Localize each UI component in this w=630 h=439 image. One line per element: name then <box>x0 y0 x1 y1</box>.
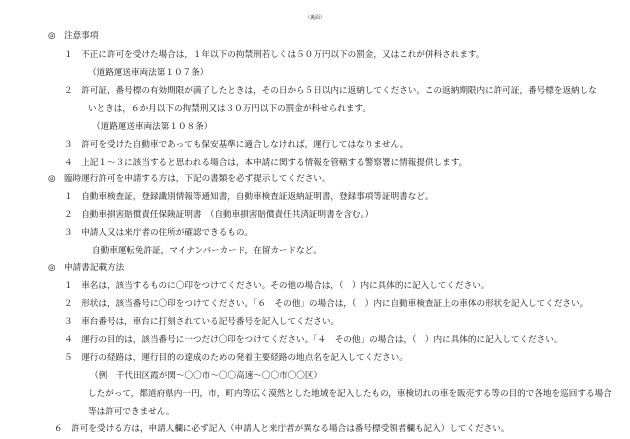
note-2-line-2: いときは，６か月以下の拘禁刑又は３０万円以下の罰金が科せられます。 <box>88 104 371 114</box>
note-1-law-reference: （道路運送車両法第１０７条） <box>88 68 209 78</box>
section-notes-heading: ◎ 注意事項 <box>48 31 99 41</box>
section-documents-heading: ◎ 臨時運行許可を申請する方は，下記の書類を必ず提示してください。 <box>48 174 331 184</box>
instruction-5-line-2: したがって，都道府県内一円，市，町内等広く漠然とした地域を記入したもの，車検切れの車を販売する等の目的で各地を巡回する場合 <box>88 389 612 399</box>
instruction-5-example: （例 千代田区霞が関～〇〇市～〇〇高速～〇〇市〇〇区） <box>90 371 323 381</box>
instruction-5-line-3: 等は許可できません。 <box>88 407 175 417</box>
note-1-line-1: １ 不正に許可を受けた場合は，１年以下の拘禁刑若しくは５０万円以下の罰金，又はこれが併科されます。 <box>64 50 485 60</box>
note-2-law-reference: （道路運送車両法第１０８条） <box>92 122 213 132</box>
note-3: ３ 許可を受けた自動車であっても保安基準に適合しなければ，運行してはなりません。 <box>64 140 409 150</box>
instruction-3: ３ 車台番号は，車台に打刻されている記号番号を記入してください。 <box>64 317 340 327</box>
instruction-2: ２ 形状は，該当番号に〇印をつけてください。「６ その他」の場合は，（ ）内に自動車検査証上の車体の形状を記入してください。 <box>64 299 589 309</box>
instruction-6: ６ 許可を受ける方は，申請人欄に必ず記入（申請人と来庁者が異なる場合は番号標受領者欄も記入）してください。 <box>54 424 510 434</box>
document-2: ２ 自動車損害賠償責任保険証明書 （自動車損害賠償責任共済証明書を含む。） <box>64 210 374 220</box>
instruction-1: １ 車名は，該当するものに〇印をつけてください。その他の場合は，（ ）内に具体的に記入してください。 <box>64 281 490 291</box>
note-4: ４ 上記１～３に該当すると思われる場合は，本申請に関する情報を管轄する警察署に情報提供します。 <box>64 158 468 168</box>
document-3-examples: 自動車運転免許証，マイナンバーカード，在留カードなど。 <box>92 246 322 256</box>
document-3: ３ 申請人又は来庁者の住所が確認できるもの。 <box>64 228 253 238</box>
instruction-5-line-1: ５ 運行の経路は，運行目的の達成のための発着主要経路の地点名を記入してください。 <box>64 353 408 363</box>
section-instructions-heading: ◎ 申請書記載方法 <box>48 263 125 273</box>
document-1: １ 自動車検査証，登録識別情報等通知書，自動車検査証返納証明書，登録事項等証明書など。 <box>64 192 434 202</box>
page-header: （裏面） <box>305 15 325 21</box>
note-2-line-1: ２ 許可証，番号標の有効期限が満了したときは，その日から５日以内に返納してください。この返納期限内に許可証，番号標を返納しな <box>64 86 597 96</box>
instruction-4: ４ 運行の目的は，該当番号に一つだけ〇印をつけてください。「４ その他」の場合は，（ ）内に具体的に記入してください。 <box>64 335 563 345</box>
